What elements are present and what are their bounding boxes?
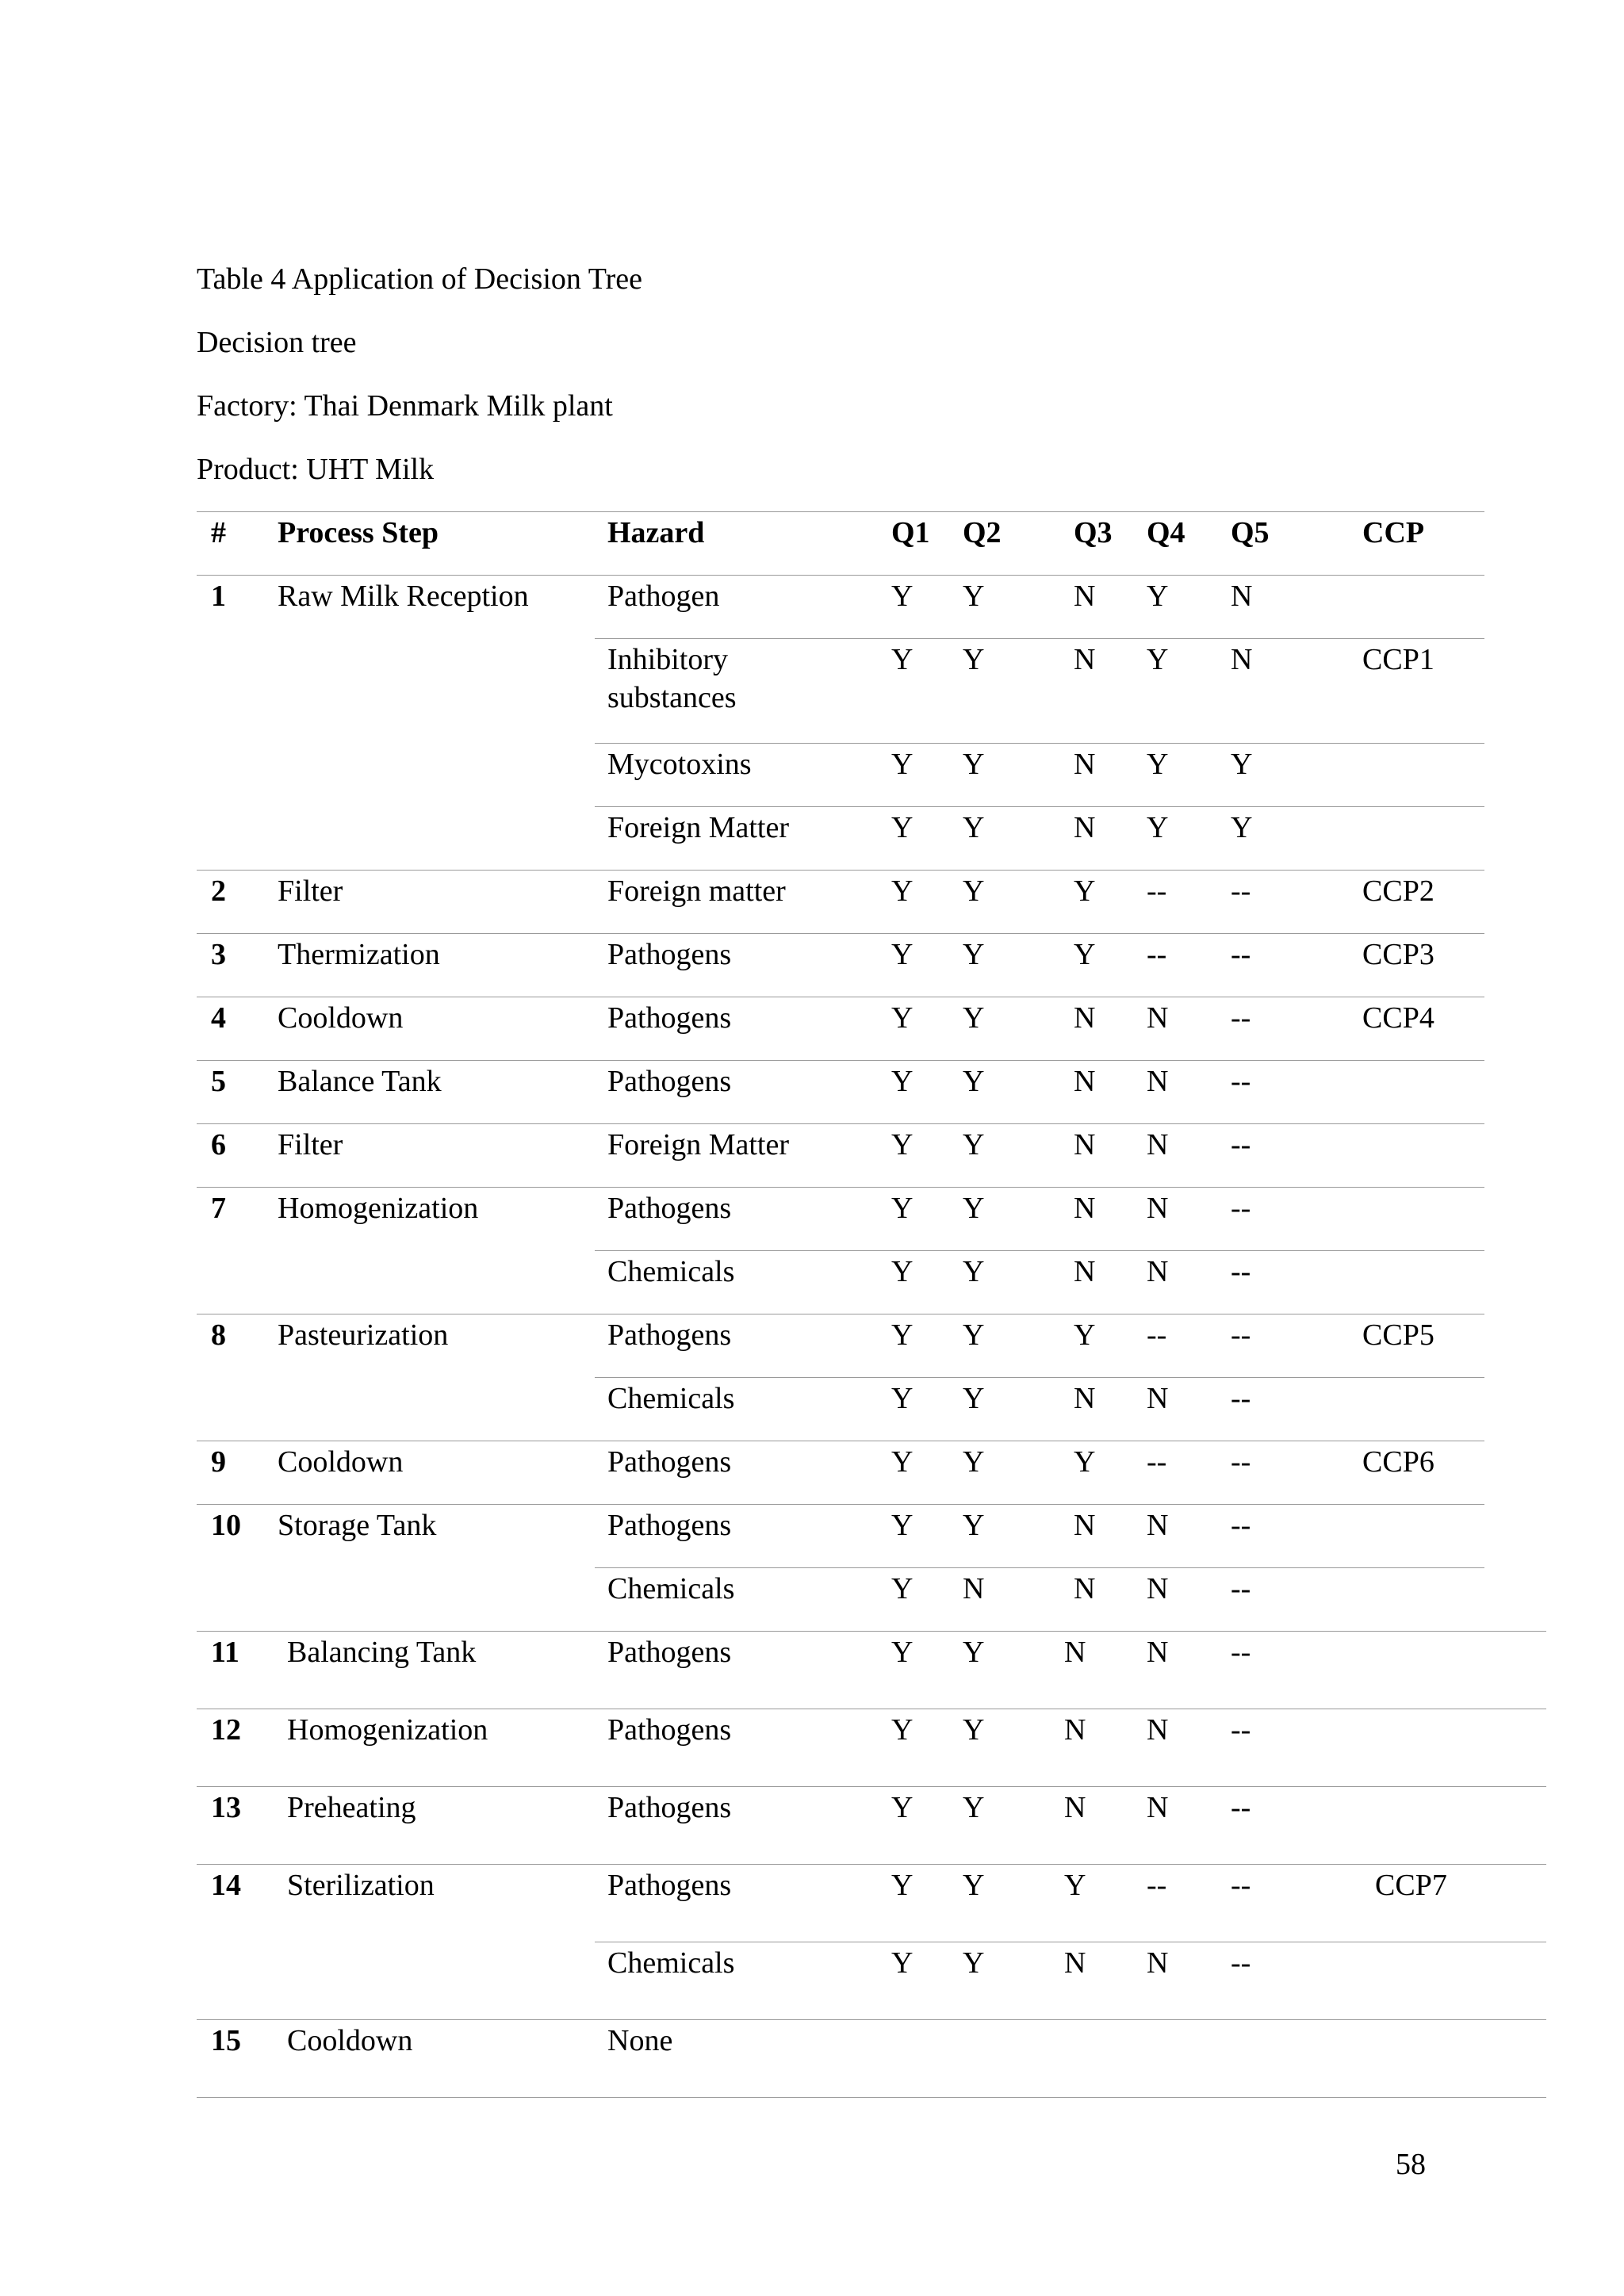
cell-q1: Y (891, 1946, 914, 1980)
cell-q5: Y (1231, 811, 1253, 844)
cell-hazard: Pathogens (607, 1713, 732, 1747)
cell-step: Filter (278, 874, 343, 908)
cell-q2: Y (963, 1255, 985, 1288)
cell-q3: N (1074, 1192, 1096, 1225)
cell-q2: Y (963, 1318, 985, 1352)
cell-q2: Y (963, 580, 985, 613)
cell-q1: Y (891, 1001, 914, 1035)
cell-q4: N (1147, 1065, 1169, 1098)
cell-hazard: Mycotoxins (607, 748, 752, 781)
cell-ccp: CCP7 (1375, 1869, 1447, 1902)
cell-q1: Y (891, 643, 914, 676)
table-rule (595, 1567, 1484, 1568)
cell-q5: -- (1231, 1318, 1251, 1352)
page-number: 58 (1396, 2148, 1426, 2181)
cell-step: Sterilization (287, 1869, 435, 1902)
header-num: # (211, 516, 226, 549)
table-rule (595, 1377, 1484, 1378)
cell-q5: N (1231, 643, 1253, 676)
cell-q1: Y (891, 1445, 914, 1479)
cell-q5: -- (1231, 874, 1251, 908)
cell-q2: Y (963, 1192, 985, 1225)
cell-q4: N (1147, 1636, 1169, 1669)
cell-q3: N (1064, 1791, 1086, 1824)
cell-num: 7 (211, 1192, 226, 1225)
cell-q5: -- (1231, 1382, 1251, 1415)
cell-q1: Y (891, 748, 914, 781)
cell-q2: Y (963, 874, 985, 908)
header-process-step: Process Step (278, 516, 439, 549)
cell-q1: Y (891, 1713, 914, 1747)
table-rule (595, 638, 1484, 639)
cell-step: Cooldown (278, 1445, 404, 1479)
header-q4: Q4 (1147, 516, 1185, 549)
cell-num: 14 (211, 1869, 241, 1902)
cell-q4: N (1147, 1001, 1169, 1035)
header-ccp: CCP (1362, 516, 1425, 549)
cell-q5: Y (1231, 748, 1253, 781)
table-rule (197, 575, 1484, 576)
header-hazard: Hazard (607, 516, 705, 549)
cell-q5: -- (1231, 1255, 1251, 1288)
cell-hazard: Pathogens (607, 1445, 732, 1479)
table-rule (197, 2019, 1546, 2020)
cell-q1: Y (891, 1065, 914, 1098)
header-q1: Q1 (891, 516, 930, 549)
cell-q5: -- (1231, 1791, 1251, 1824)
cell-q2: Y (963, 1509, 985, 1542)
cell-ccp: CCP4 (1362, 1001, 1434, 1035)
cell-q3: N (1074, 1382, 1096, 1415)
product-label: Product: UHT Milk (197, 453, 435, 486)
cell-num: 3 (211, 938, 226, 971)
cell-q3: N (1074, 748, 1096, 781)
cell-q2: Y (963, 1636, 985, 1669)
cell-ccp: CCP6 (1362, 1445, 1434, 1479)
cell-q3: N (1074, 1572, 1096, 1605)
cell-step: Raw Milk Reception (278, 580, 529, 613)
cell-q1: Y (891, 938, 914, 971)
table-rule (197, 1786, 1546, 1787)
cell-q4: Y (1147, 580, 1169, 613)
cell-q4: N (1147, 1713, 1169, 1747)
cell-num: 13 (211, 1791, 241, 1824)
cell-q2: Y (963, 1065, 985, 1098)
cell-q4: Y (1147, 811, 1169, 844)
table-rule (197, 511, 1484, 512)
cell-q1: Y (891, 1318, 914, 1352)
cell-q4: N (1147, 1572, 1169, 1605)
cell-step: Cooldown (287, 2024, 413, 2057)
table-rule (595, 806, 1484, 807)
cell-step: Filter (278, 1128, 343, 1161)
cell-hazard: Chemicals (607, 1946, 735, 1980)
cell-q1: Y (891, 580, 914, 613)
table-rule (197, 1187, 1484, 1188)
cell-hazard: Foreign Matter (607, 1128, 790, 1161)
cell-step: Pasteurization (278, 1318, 449, 1352)
header-q3: Q3 (1074, 516, 1113, 549)
factory-label: Factory: Thai Denmark Milk plant (197, 389, 613, 423)
cell-num: 6 (211, 1128, 226, 1161)
cell-q5: N (1231, 580, 1253, 613)
cell-q2: Y (963, 1713, 985, 1747)
cell-q4: Y (1147, 643, 1169, 676)
cell-q5: -- (1231, 1192, 1251, 1225)
cell-q2: Y (963, 748, 985, 781)
cell-hazard: Pathogens (607, 1318, 732, 1352)
cell-num: 15 (211, 2024, 241, 2057)
cell-q2: Y (963, 1445, 985, 1479)
cell-step: Homogenization (287, 1713, 488, 1747)
cell-hazard: Pathogens (607, 1192, 732, 1225)
cell-q4: -- (1147, 1869, 1167, 1902)
cell-q5: -- (1231, 1128, 1251, 1161)
cell-ccp: CCP2 (1362, 874, 1434, 908)
cell-q3: Y (1074, 1318, 1096, 1352)
cell-hazard: Pathogens (607, 938, 732, 971)
cell-q3: N (1074, 1128, 1096, 1161)
cell-ccp: CCP3 (1362, 938, 1434, 971)
cell-step: Balancing Tank (287, 1636, 477, 1669)
cell-q3: N (1074, 1001, 1096, 1035)
cell-q4: N (1147, 1128, 1169, 1161)
table-rule (197, 1631, 1546, 1632)
cell-q5: -- (1231, 1869, 1251, 1902)
cell-q4: -- (1147, 1318, 1167, 1352)
cell-q3: N (1074, 1255, 1096, 1288)
cell-num: 11 (211, 1636, 239, 1669)
cell-q2: Y (963, 1791, 985, 1824)
cell-q1: Y (891, 1192, 914, 1225)
cell-num: 10 (211, 1509, 241, 1542)
cell-num: 12 (211, 1713, 241, 1747)
cell-q2: Y (963, 938, 985, 971)
cell-q3: N (1074, 811, 1096, 844)
cell-q2: Y (963, 811, 985, 844)
header-q2: Q2 (963, 516, 1002, 549)
cell-step: Preheating (287, 1791, 416, 1824)
cell-q3: N (1074, 1065, 1096, 1098)
cell-q4: N (1147, 1255, 1169, 1288)
cell-q5: -- (1231, 1445, 1251, 1479)
cell-hazard: Pathogens (607, 1869, 732, 1902)
cell-hazard: Chemicals (607, 1255, 735, 1288)
cell-num: 4 (211, 1001, 226, 1035)
cell-hazard: Foreign Matter (607, 811, 790, 844)
table-rule (595, 1250, 1484, 1251)
cell-q5: -- (1231, 1946, 1251, 1980)
cell-q5: -- (1231, 1509, 1251, 1542)
cell-num: 1 (211, 580, 226, 613)
cell-q5: -- (1231, 1572, 1251, 1605)
cell-q3: Y (1074, 874, 1096, 908)
cell-q1: Y (891, 1255, 914, 1288)
cell-step: Homogenization (278, 1192, 479, 1225)
table-subtitle: Decision tree (197, 326, 357, 359)
cell-q2: Y (963, 1001, 985, 1035)
cell-hazard: Pathogen (607, 580, 720, 613)
cell-hazard: Foreign matter (607, 874, 786, 908)
table-rule (197, 2097, 1546, 2098)
cell-q1: Y (891, 1636, 914, 1669)
cell-q5: -- (1231, 1065, 1251, 1098)
cell-hazard: Pathogens (607, 1791, 732, 1824)
cell-num: 5 (211, 1065, 226, 1098)
cell-q5: -- (1231, 1713, 1251, 1747)
cell-q3: N (1074, 580, 1096, 613)
cell-step: Balance Tank (278, 1065, 442, 1098)
cell-ccp: CCP5 (1362, 1318, 1434, 1352)
table-rule (197, 933, 1484, 934)
cell-q4: N (1147, 1946, 1169, 1980)
cell-q5: -- (1231, 938, 1251, 971)
cell-q3: N (1074, 643, 1096, 676)
cell-num: 9 (211, 1445, 226, 1479)
cell-hazard: Pathogens (607, 1065, 732, 1098)
cell-q3: Y (1074, 938, 1096, 971)
cell-q4: N (1147, 1509, 1169, 1542)
cell-q2: Y (963, 1869, 985, 1902)
cell-q1: Y (891, 811, 914, 844)
cell-q3: N (1074, 1509, 1096, 1542)
table-rule (595, 743, 1484, 744)
cell-step: Storage Tank (278, 1509, 437, 1542)
cell-q1: Y (891, 874, 914, 908)
cell-hazard: None (607, 2024, 673, 2057)
cell-q4: -- (1147, 874, 1167, 908)
cell-num: 8 (211, 1318, 226, 1352)
cell-hazard: Pathogens (607, 1636, 732, 1669)
table-rule (197, 1504, 1484, 1505)
cell-q1: Y (891, 1128, 914, 1161)
cell-q4: N (1147, 1791, 1169, 1824)
cell-hazard: Pathogens (607, 1509, 732, 1542)
cell-q1: Y (891, 1509, 914, 1542)
cell-q2: Y (963, 1128, 985, 1161)
cell-q1: Y (891, 1791, 914, 1824)
cell-q4: -- (1147, 1445, 1167, 1479)
table-caption: Table 4 Application of Decision Tree (197, 262, 642, 296)
cell-step: Cooldown (278, 1001, 404, 1035)
cell-q1: Y (891, 1382, 914, 1415)
cell-q5: -- (1231, 1636, 1251, 1669)
cell-q3: Y (1074, 1445, 1096, 1479)
cell-q5: -- (1231, 1001, 1251, 1035)
cell-q1: Y (891, 1869, 914, 1902)
table-rule (197, 870, 1484, 871)
table-rule (197, 1060, 1484, 1061)
cell-hazard: Chemicals (607, 1382, 735, 1415)
cell-q2: Y (963, 1382, 985, 1415)
cell-hazard: Inhibitory substances (607, 643, 737, 714)
cell-num: 2 (211, 874, 226, 908)
cell-hazard: Pathogens (607, 1001, 732, 1035)
cell-q3: N (1064, 1946, 1086, 1980)
cell-q1: Y (891, 1572, 914, 1605)
cell-q2: Y (963, 643, 985, 676)
table-rule (197, 1123, 1484, 1124)
cell-q4: Y (1147, 748, 1169, 781)
cell-q2: Y (963, 1946, 985, 1980)
cell-q4: N (1147, 1382, 1169, 1415)
cell-q3: N (1064, 1636, 1086, 1669)
cell-q4: N (1147, 1192, 1169, 1225)
header-q5: Q5 (1231, 516, 1270, 549)
cell-q3: Y (1064, 1869, 1086, 1902)
cell-q4: -- (1147, 938, 1167, 971)
cell-q3: N (1064, 1713, 1086, 1747)
cell-step: Thermization (278, 938, 440, 971)
cell-q2: N (963, 1572, 985, 1605)
cell-ccp: CCP1 (1362, 643, 1434, 676)
cell-hazard: Chemicals (607, 1572, 735, 1605)
table-rule (197, 1864, 1546, 1865)
